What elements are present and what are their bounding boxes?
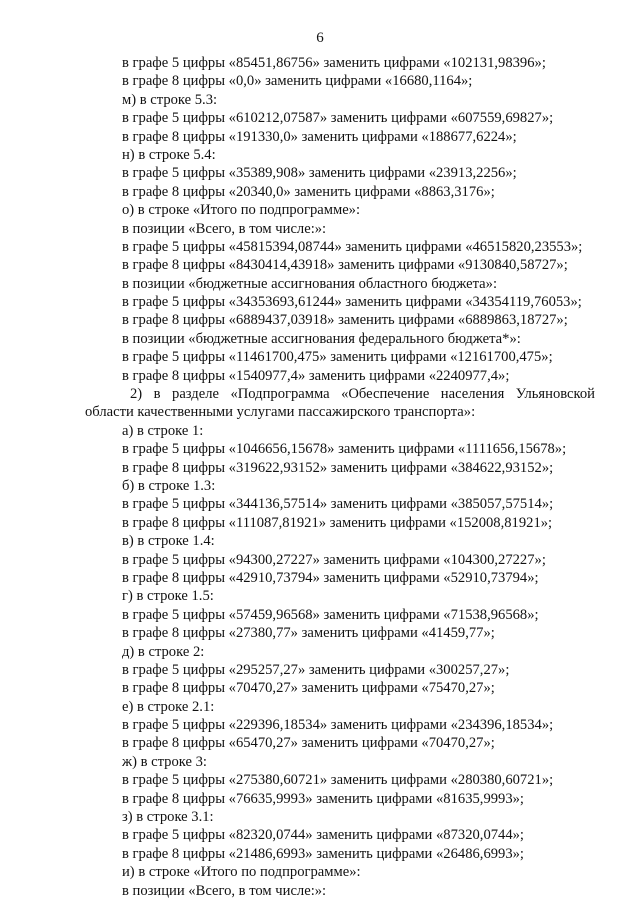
text-line: е) в строке 2.1: xyxy=(122,698,215,715)
page-number: 6 xyxy=(316,30,324,46)
text-line: в графе 8 цифры «8430414,43918» заменить цифрами «9130840,58727»; xyxy=(122,257,568,274)
text-line: в позиции «Всего, в том числе:»: xyxy=(122,882,327,899)
text-line: ж) в строке 3: xyxy=(122,753,207,770)
text-line: в графе 8 цифры «27380,77» заменить цифрами «41459,77»; xyxy=(122,625,495,642)
text-line: о) в строке «Итого по подпрограмме»: xyxy=(122,202,361,219)
text-line: в позиции «бюджетные ассигнования федерального бюджета*»: xyxy=(122,330,521,347)
text-line: и) в строке «Итого по подпрограмме»: xyxy=(122,864,361,881)
text-line: в графе 8 цифры «20340,0» заменить цифрами «8863,3176»; xyxy=(122,183,495,200)
text-line: в графе 5 цифры «82320,0744» заменить цифрами «87320,0744»; xyxy=(122,827,524,844)
section-heading-continuation: области качественными услугами пассажирского транспорта»: xyxy=(85,404,476,421)
text-line: в) в строке 1.4: xyxy=(122,533,215,550)
text-line: в графе 8 цифры «0,0» заменить цифрами «16680,1164»; xyxy=(122,73,473,90)
text-line: в графе 5 цифры «45815394,08744» заменить цифрами «46515820,23553»; xyxy=(122,238,583,255)
text-line: в графе 5 цифры «1046656,15678» заменить цифрами «1111656,15678»; xyxy=(122,441,567,458)
text-line: в графе 8 цифры «76635,9993» заменить цифрами «81635,9993»; xyxy=(122,790,524,807)
text-line: в графе 5 цифры «610212,07587» заменить цифрами «607559,69827»; xyxy=(122,110,554,127)
text-line: г) в строке 1.5: xyxy=(122,588,214,605)
text-line: в позиции «Всего, в том числе:»: xyxy=(122,220,327,237)
text-line: в графе 8 цифры «21486,6993» заменить цифрами «26486,6993»; xyxy=(122,845,524,862)
text-line: в графе 8 цифры «191330,0» заменить цифрами «188677,6224»; xyxy=(122,128,517,145)
text-line: в графе 5 цифры «229396,18534» заменить цифрами «234396,18534»; xyxy=(122,717,554,734)
text-line: м) в строке 5.3: xyxy=(122,91,218,108)
text-line: в графе 8 цифры «65470,27» заменить цифрами «70470,27»; xyxy=(122,735,495,752)
text-line: в графе 5 цифры «344136,57514» заменить цифрами «385057,57514»; xyxy=(122,496,554,513)
text-line: в графе 5 цифры «57459,96568» заменить цифрами «71538,96568»; xyxy=(122,606,539,623)
text-line: н) в строке 5.4: xyxy=(122,146,216,163)
text-line: в графе 5 цифры «295257,27» заменить цифрами «300257,27»; xyxy=(122,661,510,678)
text-line: в графе 8 цифры «111087,81921» заменить цифрами «152008,81921»; xyxy=(122,514,553,531)
text-line: в графе 5 цифры «94300,27227» заменить цифрами «104300,27227»; xyxy=(122,551,546,568)
text-line: в графе 8 цифры «70470,27» заменить цифрами «75470,27»; xyxy=(122,680,495,697)
text-line: в графе 5 цифры «34353693,61244» заменить цифрами «34354119,76053»; xyxy=(122,294,582,311)
text-line: в графе 5 цифры «11461700,475» заменить цифрами «12161700,475»; xyxy=(122,349,553,366)
text-line: а) в строке 1: xyxy=(122,422,204,439)
text-line: в графе 8 цифры «6889437,03918» заменить цифрами «6889863,18727»; xyxy=(122,312,568,329)
text-line: в графе 8 цифры «42910,73794» заменить цифрами «52910,73794»; xyxy=(122,569,539,586)
text-line: з) в строке 3.1: xyxy=(122,809,214,826)
text-line: в графе 5 цифры «35389,908» заменить цифрами «23913,2256»; xyxy=(122,165,517,182)
section-heading-line: 2) в разделе «Подпрограмма «Обеспечение населения Ульяновской xyxy=(130,386,595,403)
text-line: в позиции «бюджетные ассигнования областного бюджета»: xyxy=(122,275,497,292)
text-line: б) в строке 1.3: xyxy=(122,477,216,494)
text-line: в графе 5 цифры «275380,60721» заменить цифрами «280380,60721»; xyxy=(122,772,554,789)
text-line: д) в строке 2: xyxy=(122,643,205,660)
text-line: в графе 8 цифры «1540977,4» заменить цифрами «2240977,4»; xyxy=(122,367,510,384)
document-body xyxy=(85,54,595,900)
text-line: в графе 8 цифры «319622,93152» заменить цифрами «384622,93152»; xyxy=(122,459,554,476)
text-line: в графе 5 цифры «85451,86756» заменить цифрами «102131,98396»; xyxy=(122,55,546,71)
